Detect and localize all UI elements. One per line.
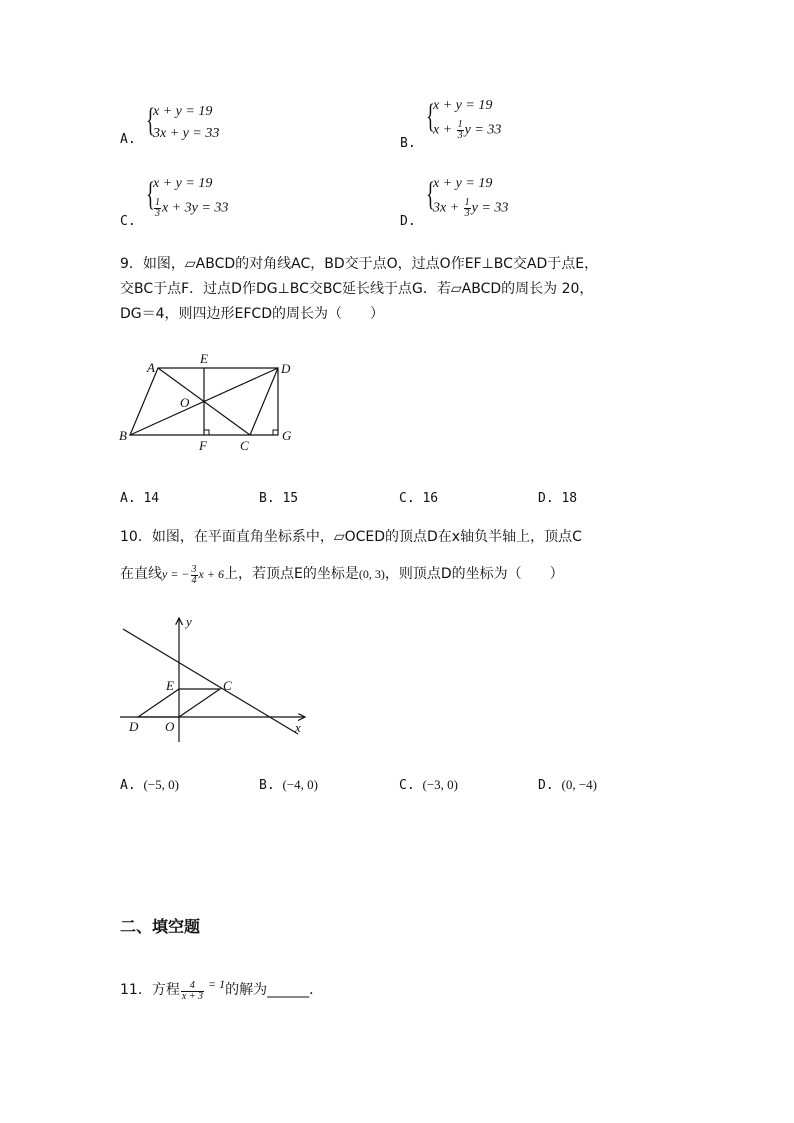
eq-prefix: 3x + [433, 200, 463, 216]
option-value: (−4, 0) [282, 777, 318, 792]
option-label: C. [399, 491, 415, 506]
equation-2 [433, 198, 508, 219]
label-x: x [295, 720, 301, 735]
equation-1: x + y = 19 [153, 176, 213, 191]
label-o: O [180, 395, 190, 410]
q9-option-d [538, 491, 577, 506]
equation-2 [153, 198, 228, 219]
fraction [464, 198, 471, 219]
option-label: D. [538, 778, 554, 793]
fraction-num: 4 [181, 981, 204, 992]
fraction-den: x + 3 [181, 990, 204, 1002]
right-angle-mark-f [204, 430, 209, 435]
fraction-den: 3 [464, 208, 470, 219]
fraction [181, 981, 204, 1002]
q10-option-d [538, 777, 597, 793]
equation-1: x + y = 19 [153, 104, 213, 119]
brace-icon: { [146, 176, 155, 213]
label-a: A [147, 360, 155, 375]
fraction [191, 565, 198, 586]
q9-parallelogram-figure [110, 348, 310, 458]
equation-suffix: x + 6 [198, 567, 224, 581]
label-e: E [166, 678, 174, 693]
label-y: y [186, 614, 192, 629]
q10-text-line-2 [120, 562, 564, 586]
eq-suffix: x + 3y = 33 [162, 200, 229, 216]
option-value: 14 [143, 491, 160, 506]
equation-2: 3x + y = 33 [153, 126, 220, 141]
eq-prefix: x + [433, 122, 456, 138]
option-label: D. [400, 214, 416, 229]
q10-line2-suffix: ，则顶点D的坐标为（ ） [384, 566, 564, 582]
option-label: C. [120, 214, 136, 229]
equation-prefix: y = − [162, 567, 190, 581]
brace-icon: { [426, 98, 435, 135]
option-value: (−3, 0) [422, 777, 458, 792]
q9-text-line-2: 交BC于点F．过点D作DG⊥BC交BC延长线于点G．若▱ABCD的周长为 20， [120, 281, 594, 297]
brace-icon: { [146, 102, 155, 139]
q10-text-line-1: 10．如图，在平面直角坐标系中，▱OCED的顶点D在x轴负半轴上，顶点C [120, 529, 582, 545]
q10-line2-middle: 上，若顶点E的坐标是 [223, 566, 359, 582]
equation-1: x + y = 19 [433, 98, 493, 113]
label-f: F [199, 438, 207, 453]
q9-text-line-1: 9．如图，▱ABCD的对角线AC，BD交于点O，过点O作EF⊥BC交AD于点E， [120, 256, 599, 272]
option-value: 18 [561, 491, 578, 506]
equation-rhs: = 1 [205, 977, 226, 991]
label-d: D [281, 361, 291, 376]
fraction-num: 1 [457, 119, 463, 130]
fraction-den: 4 [191, 574, 197, 586]
option-label: A. [120, 132, 136, 147]
option-label: A. [120, 491, 136, 506]
q11-prefix: 11．方程 [120, 982, 180, 998]
option-value: (0, −4) [561, 777, 597, 792]
option-value: 15 [282, 491, 299, 506]
q9-option-b [259, 491, 298, 506]
label-b: B [119, 428, 127, 443]
fraction-den: 3 [457, 130, 463, 141]
label-c: C [240, 438, 249, 453]
fraction-num: 3 [191, 563, 197, 575]
fraction-num: 1 [155, 197, 160, 208]
fraction-num: 1 [464, 197, 470, 208]
line-equation [162, 563, 224, 586]
label-e: E [200, 351, 208, 366]
brace-icon: { [426, 176, 435, 213]
q11-suffix: 的解为______． [225, 982, 324, 998]
right-angle-mark-g [273, 430, 278, 435]
fraction-den: 3 [155, 208, 160, 219]
option-label: B. [259, 491, 275, 506]
option-label: C. [399, 778, 415, 793]
option-label: B. [400, 136, 416, 151]
option-label: D. [538, 491, 554, 506]
fraction [154, 198, 161, 219]
option-value: 16 [422, 491, 439, 506]
option-label: B. [259, 778, 275, 793]
q10-line2-prefix: 在直线 [120, 566, 162, 582]
label-c: C [223, 678, 232, 693]
q10-option-b [259, 777, 318, 793]
q9-option-a [120, 491, 159, 506]
e-coordinate: (0, 3) [358, 567, 385, 581]
equation-1: x + y = 19 [433, 176, 493, 191]
q9-option-c [399, 491, 438, 506]
eq-suffix: y = 33 [464, 122, 502, 138]
section-heading: 二、填空题 [120, 917, 201, 936]
line-graph [123, 629, 298, 734]
question-11 [120, 972, 323, 1002]
q10-option-a [120, 777, 179, 793]
label-o: O [165, 719, 175, 734]
equation-2 [433, 120, 501, 141]
fraction [457, 120, 464, 141]
option-value: (−5, 0) [143, 777, 179, 792]
label-g: G [282, 428, 292, 443]
q10-coordinate-figure [110, 612, 310, 742]
option-label: A. [120, 778, 136, 793]
label-d: D [129, 719, 139, 734]
q10-option-c [399, 777, 458, 793]
eq-suffix: y = 33 [471, 200, 509, 216]
q9-text-line-3: DG＝4，则四边形EFCD的周长为（ ） [120, 306, 384, 322]
q11-equation [180, 977, 226, 1002]
